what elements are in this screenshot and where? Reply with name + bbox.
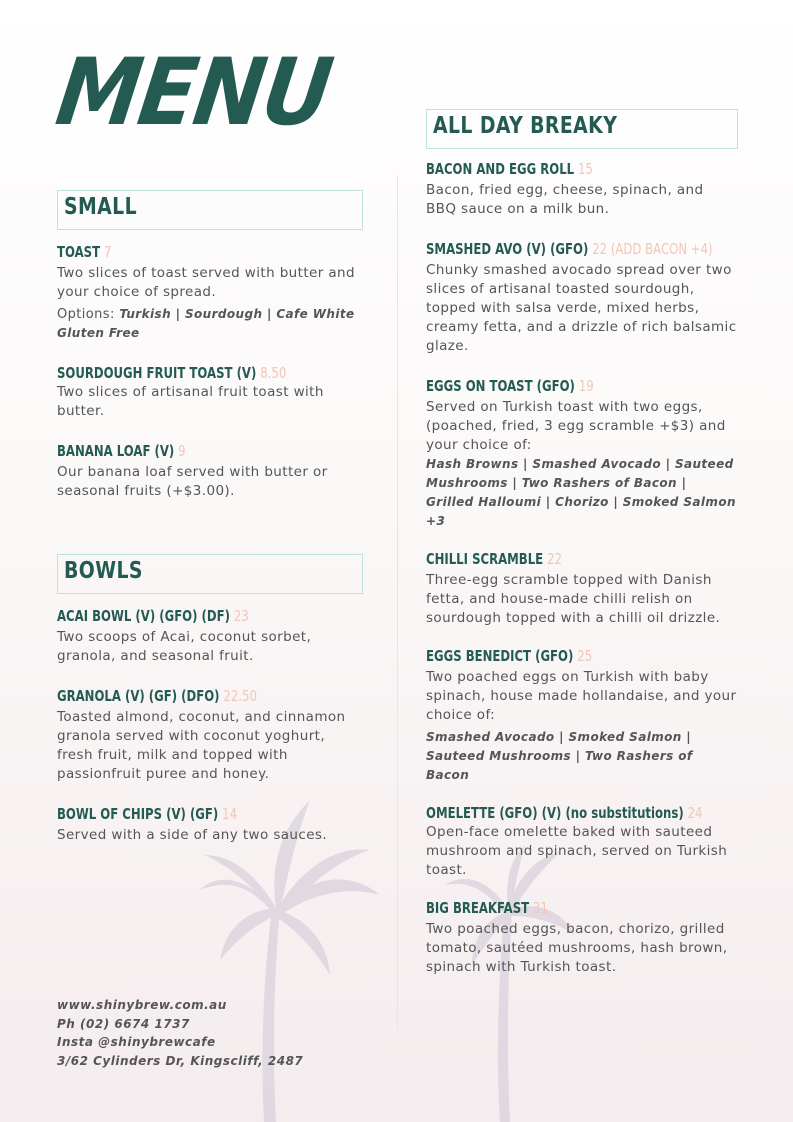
menu-item xyxy=(426,646,738,785)
item-name: BIG BREAKFAST xyxy=(426,899,530,917)
item-price: 14 xyxy=(222,805,238,823)
item-price: 22 xyxy=(547,550,562,568)
item-price: 31 xyxy=(533,899,548,917)
right-column xyxy=(426,109,738,977)
menu-item xyxy=(426,898,738,977)
item-price: 9 xyxy=(178,442,186,460)
item-price: 23 xyxy=(233,607,249,625)
menu-item xyxy=(57,686,363,784)
item-description: Two scoops of Acai, coconut sorbet, granola, and seasonal fruit. xyxy=(57,629,312,664)
item-price: 19 xyxy=(578,377,594,395)
item-description: Served with a side of any two sauces. xyxy=(57,827,328,843)
options-list: Turkish | Sourdough | Cafe White Gluten Free xyxy=(57,307,355,340)
item-name: SMASHED AVO (V) (GFO) xyxy=(426,240,589,258)
item-options: Hash Browns | Smashed Avocado | Sauteed Mushrooms | Two Rashers of Bacon | Grilled Halloumi | Chorizo | Smoked Salmon +3 xyxy=(426,457,736,528)
item-description: Toasted almond, coconut, and cinnamon granola served with coconut yoghurt, fresh fruit, milk and topped with passionfruit puree and honey. xyxy=(57,709,346,782)
item-name: BACON AND EGG ROLL xyxy=(426,160,575,178)
item-description: Open-face omelette baked with sauteed mushroom and spinach, served on Turkish toast. xyxy=(426,824,728,878)
menu-item xyxy=(426,159,738,219)
menu-item xyxy=(57,242,363,343)
item-description: Bacon, fried egg, cheese, spinach, and BBQ sauce on a milk bun. xyxy=(426,182,704,217)
item-name: OMELETTE (GFO) (V) (no substitutions) xyxy=(426,804,684,822)
item-description: Two poached eggs, bacon, chorizo, grilled tomato, sautéed mushrooms, hash brown, spinach with Turkish toast. xyxy=(426,921,728,975)
item-options xyxy=(57,305,363,343)
contact-info xyxy=(57,996,303,1070)
section-heading-small: SMALL xyxy=(57,190,363,230)
item-name: TOAST xyxy=(57,243,101,261)
item-price: 24 xyxy=(687,804,703,822)
item-price: 25 xyxy=(577,647,593,665)
section-heading-breaky: ALL DAY BREAKY xyxy=(426,109,738,149)
item-name: BANANA LOAF (V) xyxy=(57,442,175,460)
item-options: Smashed Avocado | Smoked Salmon | Sauteed Mushrooms | Two Rashers of Bacon xyxy=(426,730,693,782)
options-label: Options: xyxy=(57,307,115,322)
item-description: Our banana loaf served with butter or seasonal fruits (+$3.00). xyxy=(57,464,328,499)
menu-item xyxy=(57,441,363,501)
item-description: Chunky smashed avocado spread over two slices of artisanal toasted sourdough, topped with salsa verde, mixed herbs, creamy fetta, and a drizzle of rich balsamic glaze. xyxy=(426,262,737,354)
item-price: 8.50 xyxy=(260,364,287,382)
menu-item xyxy=(426,549,738,628)
item-price: 22 (ADD BACON +4) xyxy=(592,240,713,258)
item-description: Served on Turkish toast with two eggs, (poached, fried, 3 egg scramble +$3) and your choice of: xyxy=(426,399,726,453)
section-heading-bowls: BOWLS xyxy=(57,554,363,594)
item-price: 22.50 xyxy=(223,687,257,705)
item-description: Three-egg scramble topped with Danish fetta, and house-made chilli relish on sourdough topped with a chilli oil drizzle. xyxy=(426,572,721,626)
column-divider xyxy=(397,175,398,1030)
item-name: SOURDOUGH FRUIT TOAST (V) xyxy=(57,364,257,382)
item-name: ACAI BOWL (V) (GFO) (DF) xyxy=(57,607,230,625)
item-price: 15 xyxy=(578,160,593,178)
item-name: EGGS ON TOAST (GFO) xyxy=(426,377,575,395)
item-name: GRANOLA (V) (GF) (DFO) xyxy=(57,687,220,705)
item-description: Two slices of toast served with butter and your choice of spread. xyxy=(57,265,355,300)
menu-item xyxy=(426,803,738,880)
website-text: www.shinybrew.com.au xyxy=(57,998,227,1012)
phone-text: Ph (02) 6674 1737 xyxy=(57,1016,190,1031)
menu-item xyxy=(57,606,363,666)
item-description: Two poached eggs on Turkish with baby spinach, house made hollandaise, and your choice of: xyxy=(426,669,737,723)
item-name: EGGS BENEDICT (GFO) xyxy=(426,647,574,665)
instagram-text: Insta @shinybrewcafe xyxy=(57,1035,216,1049)
menu-item xyxy=(426,376,738,531)
menu-item xyxy=(426,239,738,356)
item-description: Two slices of artisanal fruit toast with butter. xyxy=(57,384,324,419)
item-name: BOWL OF CHIPS (V) (GF) xyxy=(57,805,219,823)
menu-title: MENU xyxy=(50,38,338,146)
item-price: 7 xyxy=(103,243,112,261)
address-text: 3/62 Cylinders Dr, Kingscliff, 2487 xyxy=(57,1053,304,1068)
left-column xyxy=(57,190,363,845)
menu-item xyxy=(57,804,363,845)
item-name: CHILLI SCRAMBLE xyxy=(426,550,544,568)
menu-item xyxy=(57,363,363,421)
